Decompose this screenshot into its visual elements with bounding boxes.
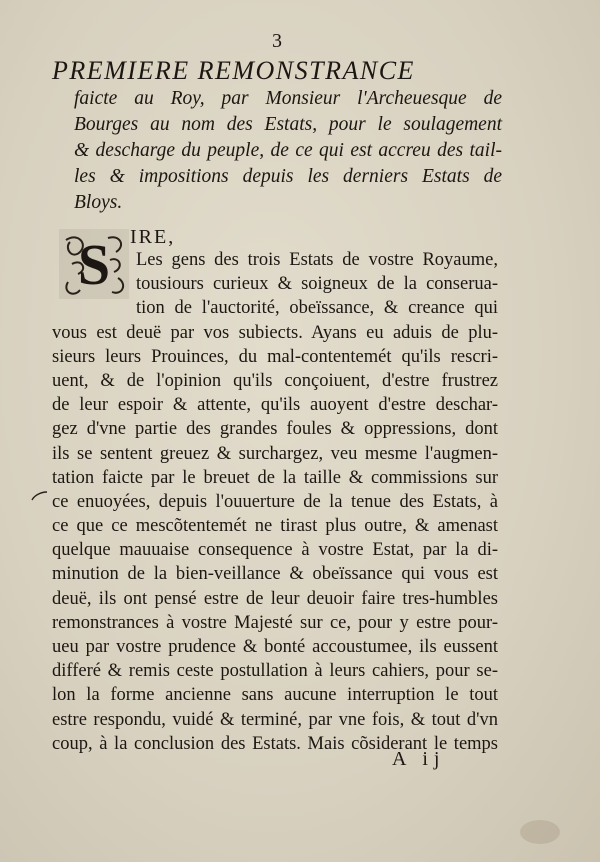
paper-speck [520,820,560,844]
subtitle-line: Bloys. [74,192,123,213]
paper-speck [210,400,213,403]
text-line: uent, & de l'opinion qu'ils conçoiuent, d'estre frustrez [52,370,498,391]
title-heading: PREMIERE REMONSTRANCE [52,56,415,85]
subtitle-line: faicte au Roy, par Monsieur l'Archeuesque de [74,88,502,109]
marginal-mark-icon [30,490,48,502]
text-line: ce que ce mescõtentemét ne tirast plus outre, & amenast [52,516,498,537]
text-line: ils se sentent greuez & surchargez, veu mesme l'augmen- [52,443,498,464]
text-line: tion de l'auctorité, obeïssance, & creance qui [136,298,498,319]
text-line: remonstrances à vostre Majesté sur ce, pour y estre pour- [52,612,498,633]
paper-speck [470,620,472,622]
text-line: Les gens des trois Estats de vostre Royaume, [136,250,498,270]
subtitle-block [74,86,502,216]
text-line: ce enuoyées, depuis l'ouuerture de la tenue des Estats, à [52,491,498,512]
signature-mark: A ij [392,748,446,770]
initial-letter: S [77,232,111,297]
page-number: 3 [272,30,282,52]
text-line: vous est deuë par vos subiects. Ayans eu aduis de plu- [52,322,498,343]
subtitle-line: & descharge du peuple, de ce qui est accreu des tail- [74,140,502,161]
text-line: differé & remis ceste postullation à leurs cahiers, pour se- [52,661,498,682]
text-line: tation faicte par le breuet de la taille & commissions sur [52,467,498,488]
subtitle-line: les & impositions depuis les derniers Estats de [74,166,502,187]
body-text [52,248,498,756]
text-line: ueu par vostre prudence & bonté accoustumee, ils eussent [52,637,498,657]
text-line: estre respondu, vuidé & terminé, par vne fois, & tout d'vn [52,709,498,730]
text-line: de leur espoir & attente, qu'ils auoyent d'estre deschar- [52,395,498,416]
subtitle-line: Bourges au nom des Estats, pour le soulagement [74,114,502,135]
text-line: tousiours curieux & soigneux de la conserua- [136,274,498,295]
text-line: quelque mauuaise consequence à vostre Estat, par la di- [52,540,498,561]
text-line: minution de la bien-veillance & obeïssance qui vous est [52,564,498,585]
text-line: lon la forme ancienne sans aucune interruption le tout [52,685,498,706]
text-line: coup, à la conclusion des Estats. Mais cõsiderant le temps [52,733,498,754]
salutation: IRE, [130,226,176,248]
text-line: deuë, ils ont pensé estre de leur deuoir faire tres-humbles [52,588,498,609]
text-line: gez d'vne partie des grandes foules & oppressions, dont [52,419,498,440]
text-line: sieurs leurs Prouinces, du mal-contentemét qu'ils rescri- [52,346,498,367]
